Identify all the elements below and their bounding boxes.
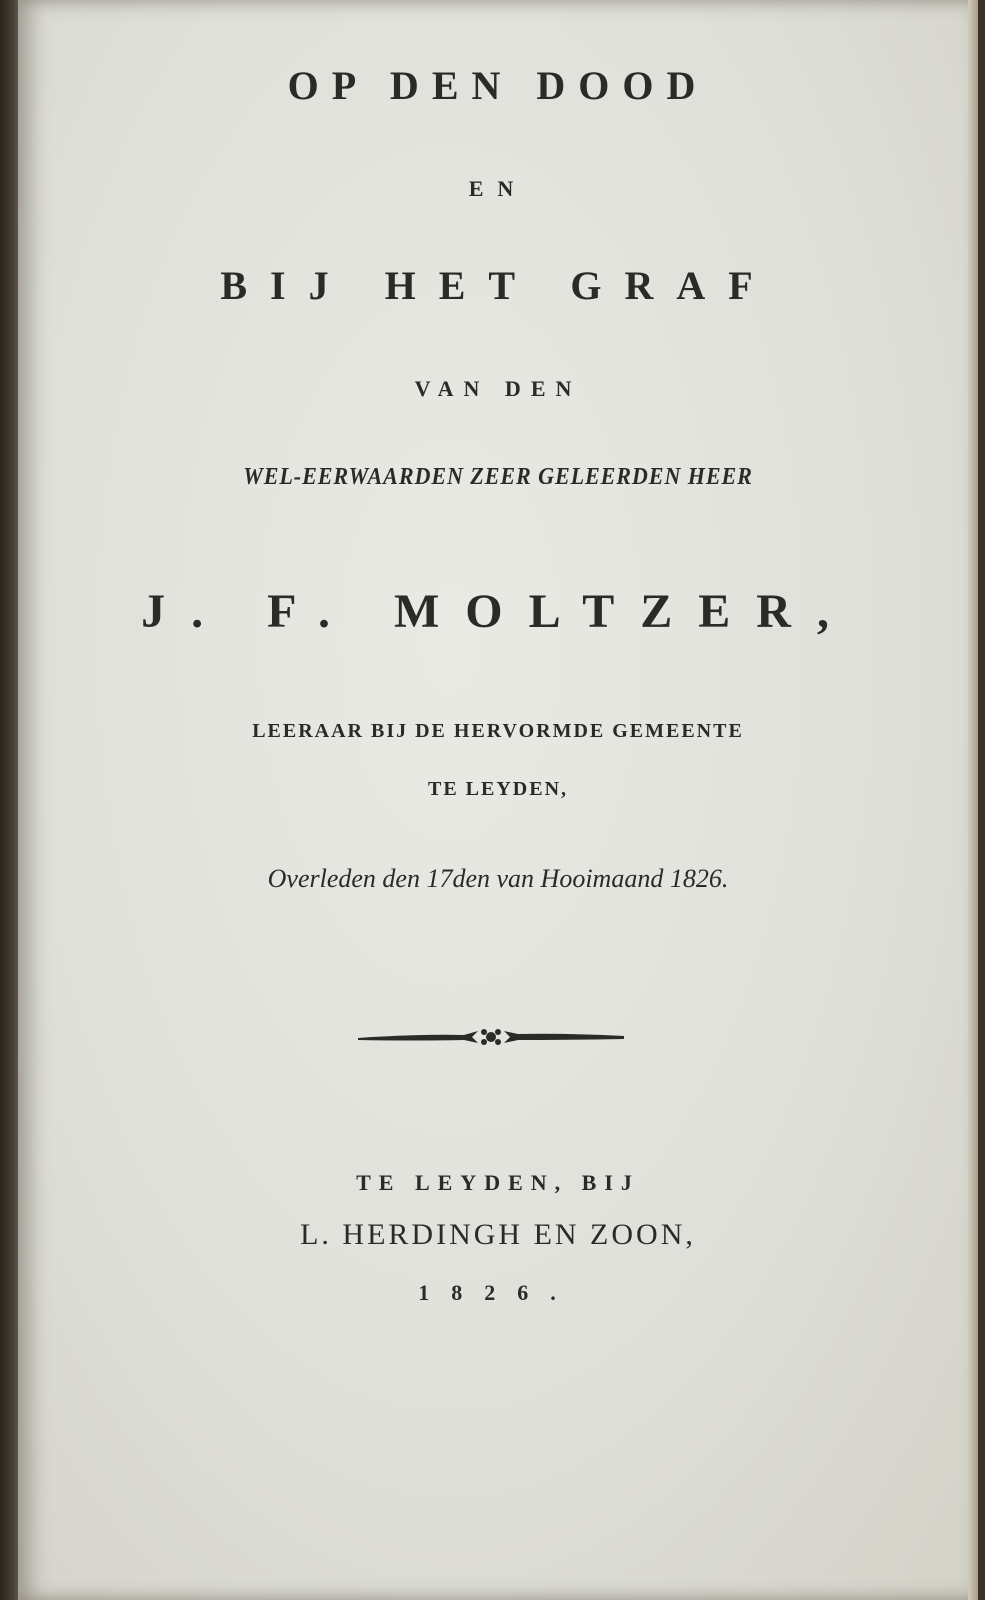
heading-op-den-dood: OP DEN DOOD	[287, 63, 709, 108]
imprint-place: TE LEYDEN, BIJ	[356, 1170, 640, 1195]
publisher-name: L. HERDINGH EN ZOON,	[300, 1218, 696, 1251]
position-place: TE LEYDEN,	[427, 778, 569, 800]
position-line: LEERAAR BIJ DE HERVORMDE GEMEENTE	[252, 720, 744, 742]
title-page	[18, 0, 978, 1600]
honorific-line: WEL-EERWAARDEN ZEER GELEERDEN HEER	[243, 464, 753, 490]
deceased-name: J. F. MOLTZER,	[141, 585, 855, 638]
fleuron-rule-icon	[356, 1022, 626, 1052]
heading-bij-het-graf: BIJ HET GRAF	[220, 263, 776, 308]
death-date-line: Overleden den 17den van Hooimaand 1826.	[267, 864, 729, 893]
heading-en: EN	[468, 176, 528, 201]
heading-van-den: VAN DEN	[414, 376, 582, 401]
publication-year: 1826.	[418, 1280, 578, 1305]
